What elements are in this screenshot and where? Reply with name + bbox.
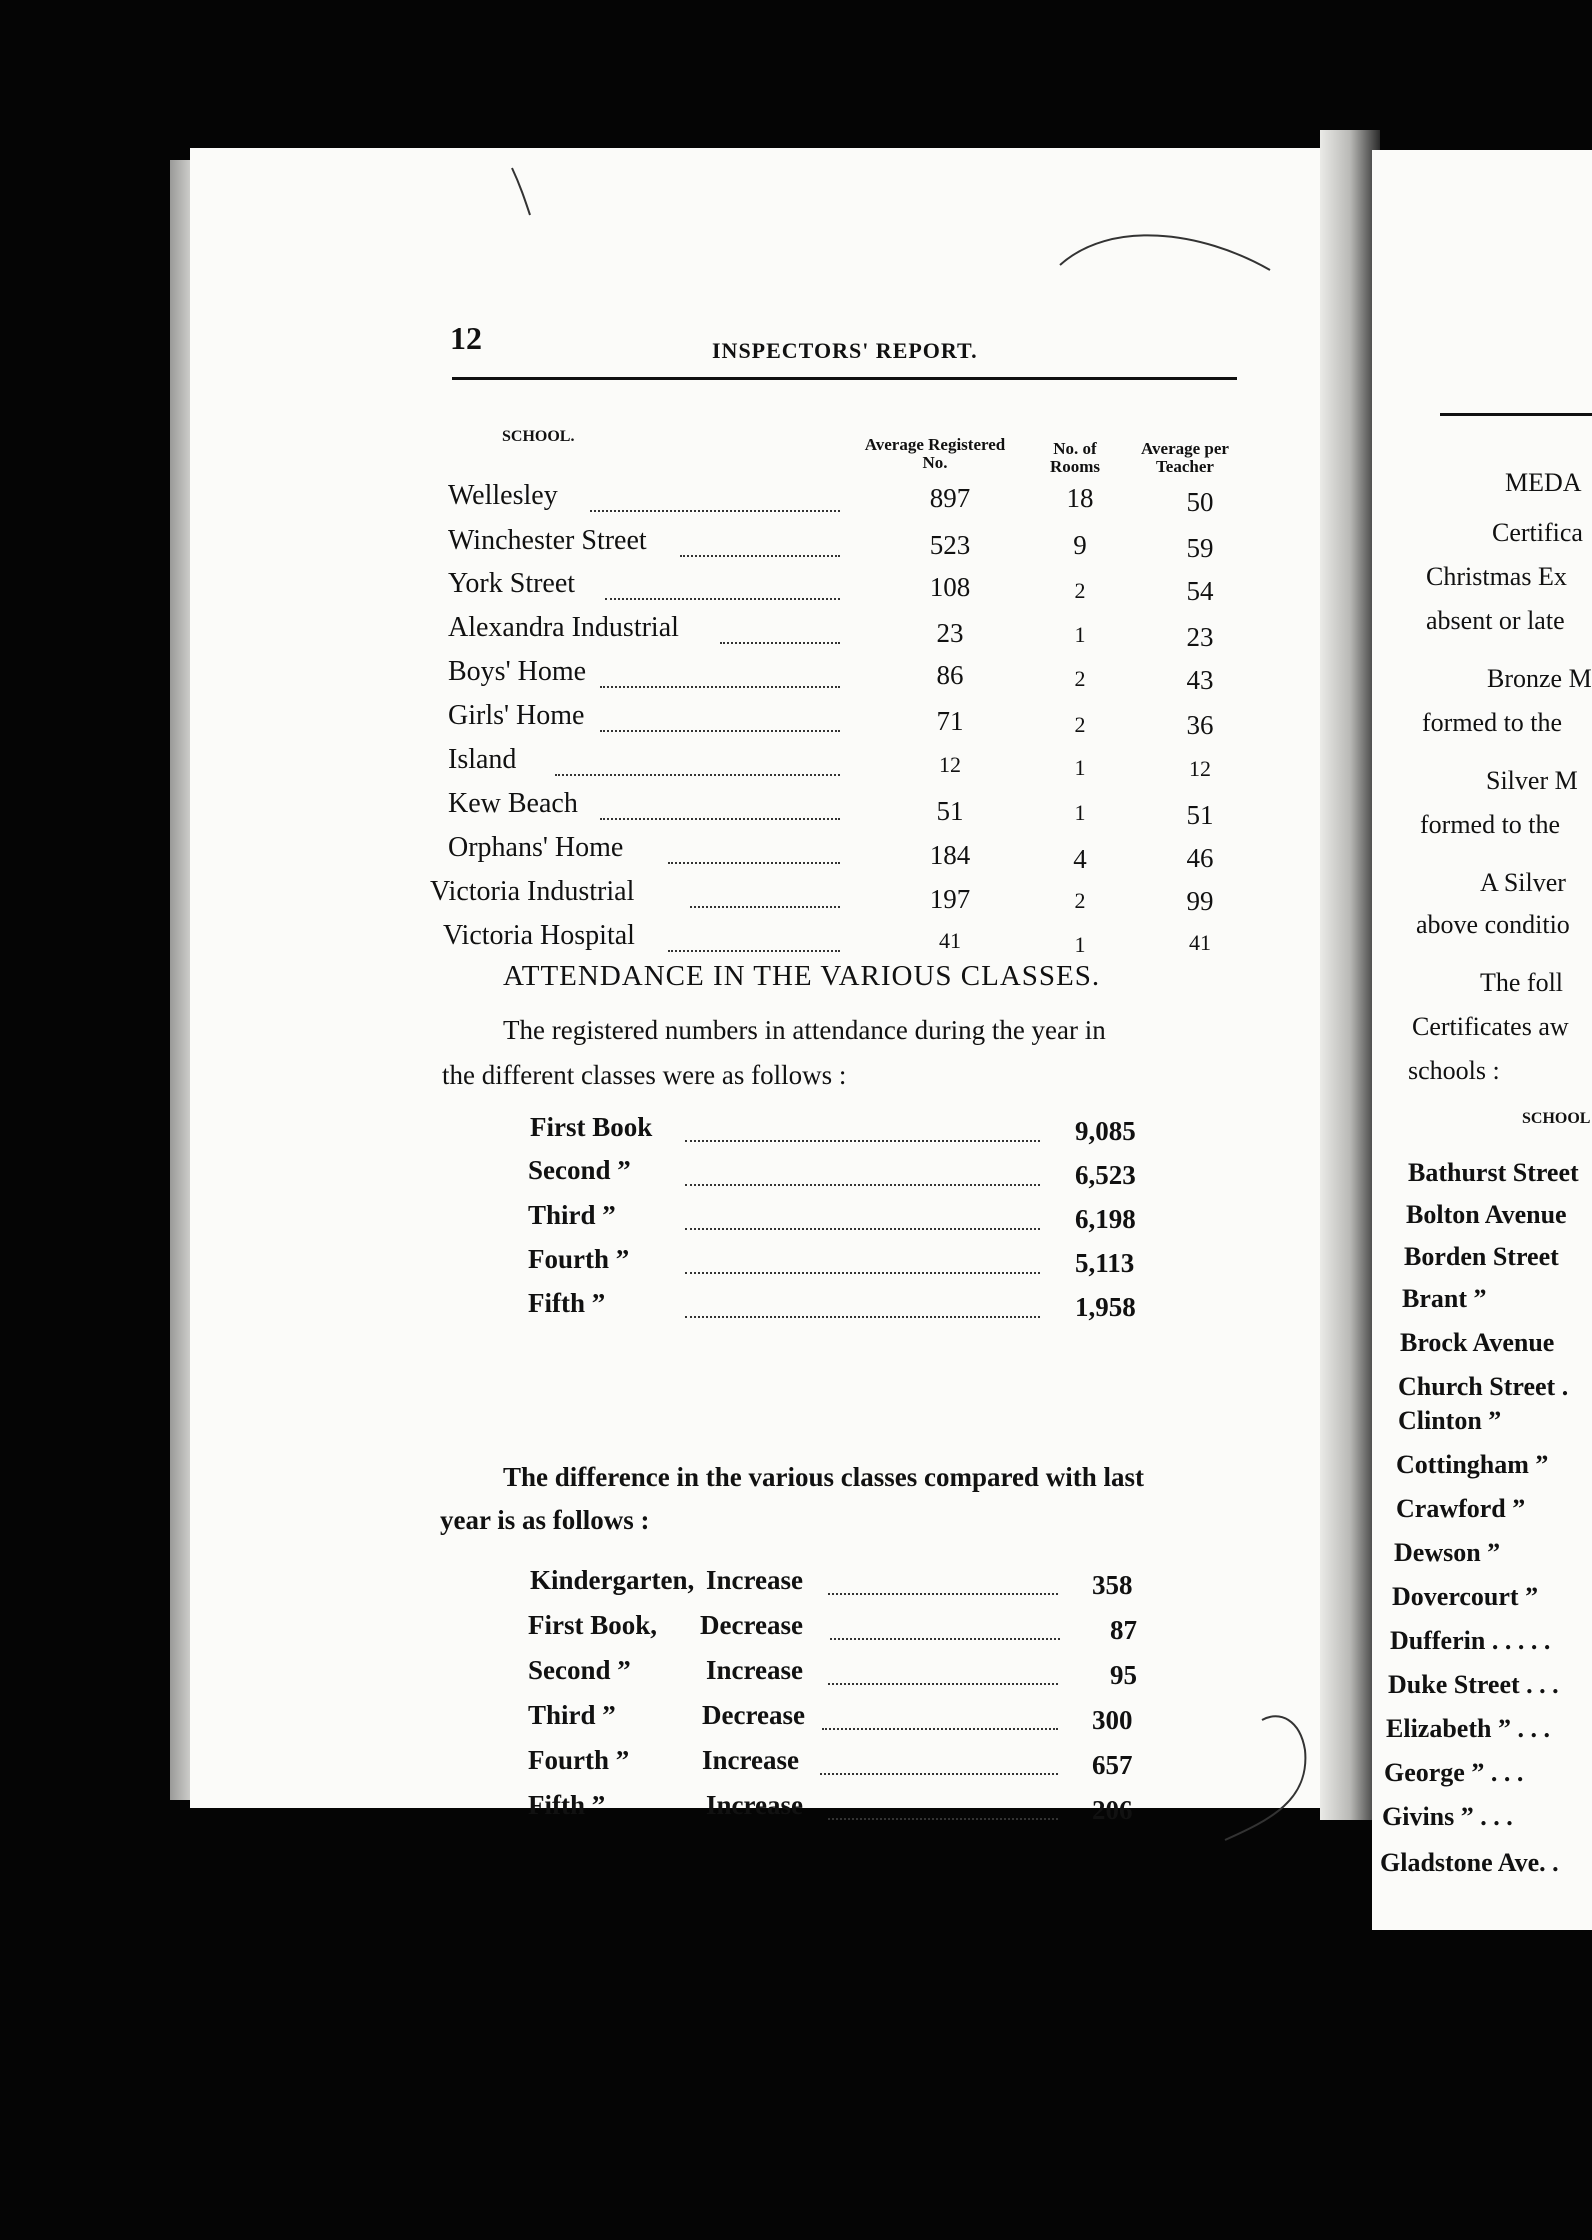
school-name: Alexandra Industrial — [448, 612, 679, 643]
right-line: absent or late — [1426, 606, 1565, 635]
per-teacher: 36 — [1186, 710, 1214, 740]
right-line: schools : — [1408, 1056, 1500, 1085]
right-school: Dovercourt ” — [1392, 1582, 1539, 1611]
diff-class: First Book, — [528, 1610, 658, 1640]
diff-class: Kindergarten, — [530, 1565, 695, 1595]
right-school: Givins ” . . . — [1382, 1802, 1513, 1831]
diff-change: Increase — [706, 1790, 803, 1820]
section-title-attendance: ATTENDANCE IN THE VARIOUS CLASSES. — [503, 960, 1101, 992]
diff-class: Fifth ” — [528, 1790, 606, 1820]
diff-change: Increase — [706, 1655, 803, 1685]
class-label: Fourth ” — [528, 1244, 630, 1274]
diff-change: Increase — [706, 1565, 803, 1595]
diff-value: 358 — [1092, 1570, 1133, 1600]
intro-line-2: the different classes were as follows : — [442, 1060, 847, 1090]
diff-class: Fourth ” — [528, 1745, 630, 1775]
class-value: 9,085 — [1075, 1116, 1136, 1146]
diff-line-2: year is as follows : — [440, 1505, 650, 1535]
right-line: Certifica — [1492, 518, 1583, 547]
rooms: 1 — [1074, 932, 1086, 957]
right-line: Silver M — [1486, 766, 1578, 795]
avg-registered: 41 — [939, 928, 961, 953]
school-name: Wellesley — [448, 480, 558, 511]
per-teacher: 41 — [1189, 930, 1211, 955]
diff-change: Decrease — [702, 1700, 805, 1730]
right-school: Borden Street — [1404, 1242, 1559, 1271]
right-school: Church Street . — [1398, 1372, 1569, 1401]
class-label: Fifth ” — [528, 1288, 606, 1318]
per-teacher: 99 — [1186, 886, 1214, 916]
right-heading: MEDA — [1505, 468, 1582, 497]
right-school: Crawford ” — [1396, 1494, 1526, 1523]
right-line: above conditio — [1416, 910, 1570, 939]
intro-line-1: The registered numbers in attendance during the year in — [503, 1015, 1106, 1045]
per-teacher: 54 — [1186, 576, 1214, 606]
col-header-rooms: No. of Rooms — [1049, 439, 1101, 476]
right-line: Christmas Ex — [1426, 562, 1567, 591]
per-teacher: 43 — [1186, 665, 1214, 695]
avg-registered: 523 — [929, 530, 971, 560]
right-school: Elizabeth ” . . . — [1386, 1714, 1550, 1743]
right-line: Certificates aw — [1412, 1012, 1569, 1041]
class-label: Third ” — [528, 1200, 616, 1230]
class-label: Second ” — [528, 1155, 631, 1185]
rooms: 4 — [1073, 844, 1087, 874]
right-line: Bronze M — [1487, 664, 1592, 693]
right-school: Dufferin . . . . . — [1390, 1626, 1551, 1655]
per-teacher: 51 — [1186, 800, 1214, 830]
right-school: Brock Avenue — [1400, 1328, 1555, 1357]
running-title: INSPECTORS' REPORT. — [712, 338, 978, 363]
per-teacher: 46 — [1186, 843, 1214, 873]
rooms: 2 — [1074, 666, 1086, 691]
class-label: First Book — [530, 1112, 653, 1142]
school-name: Victoria Industrial — [430, 876, 635, 907]
avg-registered: 12 — [939, 752, 961, 777]
school-name: Kew Beach — [448, 788, 578, 819]
diff-value: 657 — [1092, 1750, 1133, 1780]
avg-registered: 23 — [936, 618, 964, 648]
diff-class: Third ” — [528, 1700, 616, 1730]
right-school: Bathurst Street — [1408, 1158, 1579, 1187]
right-school: Cottingham ” — [1396, 1450, 1549, 1479]
avg-registered: 197 — [929, 884, 971, 914]
class-value: 1,958 — [1075, 1292, 1136, 1322]
diff-value: 87 — [1110, 1615, 1137, 1645]
rooms: 2 — [1074, 712, 1086, 737]
school-name: Orphans' Home — [448, 832, 624, 863]
col-header-avg-registered: Average Registered No. — [864, 435, 1006, 472]
right-line: The foll — [1480, 968, 1564, 997]
school-name: Victoria Hospital — [443, 920, 635, 951]
right-line: formed to the — [1420, 810, 1561, 839]
rooms: 1 — [1074, 622, 1086, 647]
pen-tick — [512, 168, 530, 215]
school-name: Winchester Street — [448, 525, 647, 556]
right-line: A Silver — [1480, 868, 1566, 897]
diff-value: 95 — [1110, 1660, 1137, 1690]
school-name: Island — [448, 744, 517, 775]
rooms: 18 — [1066, 483, 1094, 513]
col-header-school: SCHOOL. — [502, 428, 575, 445]
col-header-per-teacher: Average per Teacher — [1141, 439, 1229, 476]
right-col-label: SCHOOL — [1522, 1110, 1591, 1127]
rooms: 1 — [1074, 800, 1086, 825]
diff-value: 300 — [1092, 1705, 1133, 1735]
page-number: 12 — [450, 320, 482, 356]
class-value: 5,113 — [1075, 1248, 1135, 1278]
diff-change: Decrease — [700, 1610, 803, 1640]
rooms: 2 — [1074, 888, 1086, 913]
rooms: 9 — [1073, 530, 1087, 560]
class-value: 6,198 — [1075, 1204, 1136, 1234]
per-teacher: 23 — [1186, 622, 1214, 652]
rooms: 2 — [1074, 578, 1086, 603]
right-school: George ” . . . — [1384, 1758, 1524, 1787]
avg-registered: 51 — [936, 796, 964, 826]
avg-registered: 108 — [929, 572, 971, 602]
diff-value: 206 — [1092, 1795, 1133, 1825]
school-name: Boys' Home — [448, 656, 587, 687]
per-teacher: 12 — [1189, 756, 1211, 781]
diff-line-1: The difference in the various classes compared with last — [503, 1462, 1144, 1492]
rooms: 1 — [1074, 755, 1086, 780]
right-line: formed to the — [1422, 708, 1563, 737]
school-name: Girls' Home — [448, 700, 585, 731]
right-school: Bolton Avenue — [1406, 1200, 1567, 1229]
per-teacher: 59 — [1186, 533, 1214, 563]
pen-stroke-top — [1060, 235, 1270, 270]
pen-stroke-margin — [1225, 1716, 1305, 1840]
diff-change: Increase — [702, 1745, 799, 1775]
right-school: Gladstone Ave. . — [1380, 1848, 1559, 1877]
avg-registered: 86 — [936, 660, 964, 690]
per-teacher: 50 — [1186, 487, 1214, 517]
right-school: Brant ” — [1402, 1284, 1487, 1313]
avg-registered: 71 — [936, 706, 964, 736]
right-school: Clinton ” — [1398, 1406, 1502, 1435]
right-school: Duke Street . . . — [1388, 1670, 1559, 1699]
school-name: York Street — [448, 568, 576, 599]
right-school: Dewson ” — [1394, 1538, 1501, 1567]
class-value: 6,523 — [1075, 1160, 1136, 1190]
avg-registered: 184 — [929, 840, 971, 870]
avg-registered: 897 — [929, 483, 971, 513]
diff-class: Second ” — [528, 1655, 631, 1685]
